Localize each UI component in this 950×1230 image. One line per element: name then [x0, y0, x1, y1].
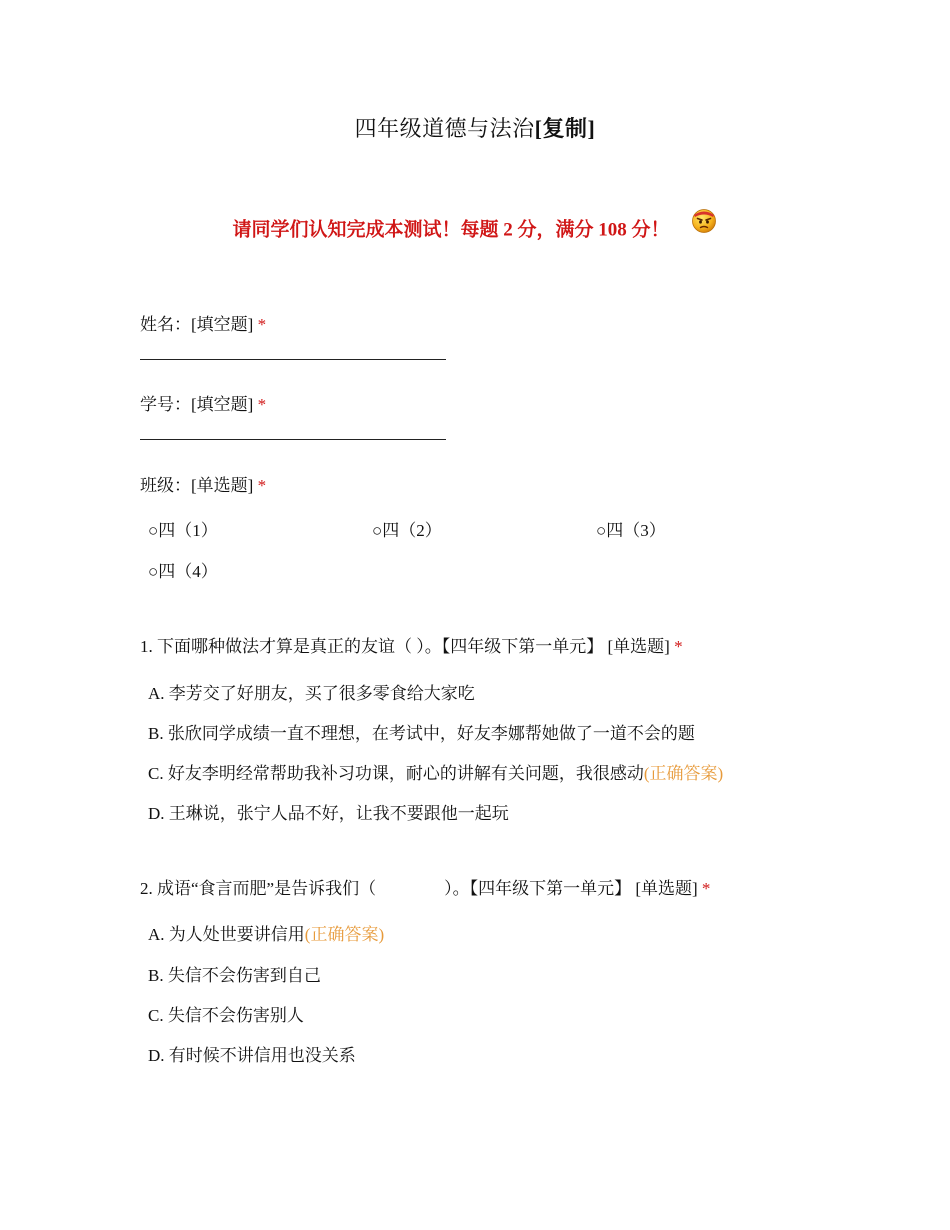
question-2-option-a-text: A. 为人处世要讲信用 — [148, 925, 305, 944]
question-1-option-d[interactable]: D. 王琳说，张宁人品不好，让我不要跟他一起玩 — [148, 804, 509, 823]
required-mark: * — [257, 476, 267, 495]
correct-answer-tag: (正确答案) — [304, 925, 385, 944]
class-field-label — [140, 471, 266, 496]
question-2-option-d[interactable]: D. 有时候不讲信用也没关系 — [148, 1046, 356, 1065]
student-id-field-text: 学号：[填空题] — [140, 395, 254, 414]
title-copy-suffix: [复制] — [534, 116, 596, 141]
class-option-3[interactable]: ○四（3） — [596, 521, 666, 540]
question-1-option-c[interactable] — [148, 759, 723, 784]
question-1-option-a[interactable]: A. 李芳交了好朋友，买了很多零食给大家吃 — [148, 684, 475, 703]
required-mark: * — [701, 879, 711, 898]
question-2-option-b[interactable]: B. 失信不会伤害到自己 — [148, 966, 321, 985]
question-1-text: 1. 下面哪种做法才算是真正的友谊（ ）。【四年级下第一单元】 [单选题] — [140, 637, 670, 656]
intro-text: 请同学们认知完成本测试！每题 2 分，满分 108 分！ — [232, 219, 670, 241]
class-option-4[interactable]: ○四（4） — [148, 562, 218, 581]
question-1-option-c-text: C. 好友李明经常帮助我补习功课，耐心的讲解有关问题，我很感动 — [148, 764, 644, 783]
required-mark: * — [674, 637, 683, 656]
intro-banner — [0, 214, 950, 248]
question-2-label — [140, 874, 710, 899]
class-field-text: 班级：[单选题] — [140, 476, 254, 495]
question-1-label — [140, 632, 683, 657]
correct-answer-tag: (正确答案) — [643, 764, 724, 783]
question-2-text: 2. 成语“食言而肥”是告诉我们（ ）。【四年级下第一单元】 [单选题] — [140, 879, 698, 898]
required-mark: * — [257, 395, 267, 414]
angry-face-emoji-icon — [690, 206, 718, 240]
title-main: 四年级道德与法治 — [354, 116, 535, 141]
question-2-option-a[interactable] — [148, 920, 384, 945]
required-mark: * — [257, 315, 267, 334]
student-id-field-label — [140, 390, 266, 415]
name-input[interactable] — [140, 359, 446, 360]
question-1-option-b[interactable]: B. 张欣同学成绩一直不理想，在考试中，好友李娜帮她做了一道不会的题 — [148, 724, 695, 743]
name-field-text: 姓名：[填空题] — [140, 315, 254, 334]
page-title — [0, 112, 950, 143]
class-option-2[interactable]: ○四（2） — [372, 521, 442, 540]
class-option-1[interactable]: ○四（1） — [148, 521, 218, 540]
question-2-option-c[interactable]: C. 失信不会伤害别人 — [148, 1006, 304, 1025]
name-field-label — [140, 310, 266, 335]
student-id-input[interactable] — [140, 439, 446, 440]
